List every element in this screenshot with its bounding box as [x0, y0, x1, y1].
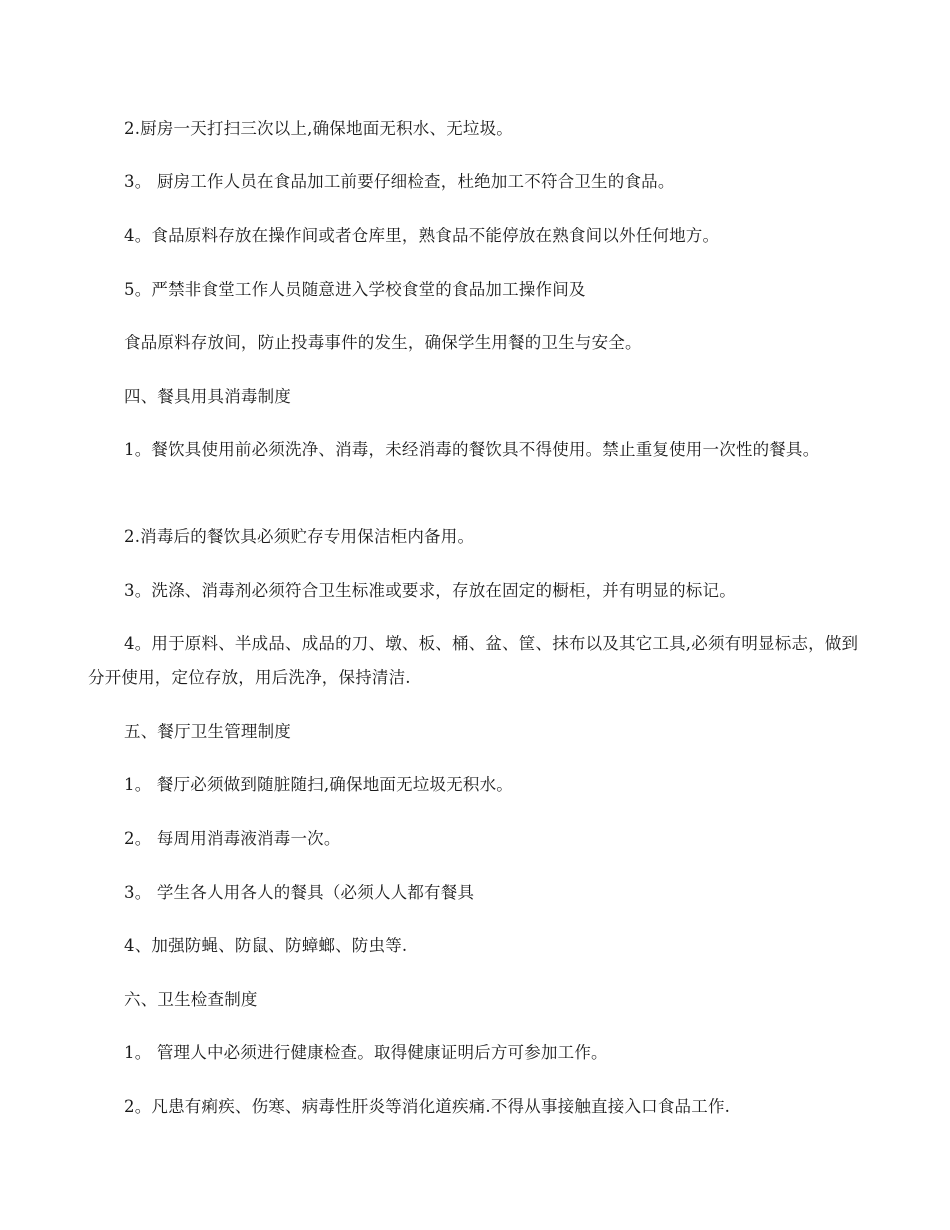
paragraph-raw-material-storage: 4。食品原料存放在操作间或者仓库里，熟食品不能停放在熟食间以外任何地方。	[124, 225, 720, 245]
paragraph-tools-labeling: 4。用于原料、半成品、成品的刀、墩、板、桶、盆、筐、抹布以及其它工具,必须有明显标志，做到分开使用，定位存放，用后洗净，保持清洁.	[88, 633, 859, 687]
paragraph-health-check: 1。 管理人中必须进行健康检查。取得健康证明后方可参加工作。	[124, 1042, 608, 1062]
paragraph-detergent-standard: 3。洗涤、消毒剂必须符合卫生标准或要求，存放在固定的橱柜，并有明显的标记。	[124, 580, 736, 600]
paragraph-dining-hall-cleaning: 1。 餐厅必须做到随脏随扫,确保地面无垃圾无积水。	[124, 774, 513, 794]
paragraph-tableware-wash: 1。餐饮具使用前必须洗净、消毒，未经消毒的餐饮具不得使用。禁止重复使用一次性的餐具。	[124, 439, 820, 459]
section-heading-tableware-disinfection: 四、餐具用具消毒制度	[124, 386, 291, 406]
paragraph-no-entry-rule: 5。严禁非食堂工作人员随意进入学校食堂的食品加工操作间及	[124, 279, 586, 299]
paragraph-no-entry-continued: 食品原料存放间，防止投毒事件的发生，确保学生用餐的卫生与安全。	[124, 332, 642, 352]
paragraph-kitchen-cleaning: 2.厨房一天打扫三次以上,确保地面无积水、无垃圾。	[124, 118, 513, 138]
paragraph-kitchen-inspection: 3。 厨房工作人员在食品加工前要仔细检查，杜绝加工不符合卫生的食品。	[124, 171, 675, 191]
paragraph-disease-restriction: 2。凡患有痢疾、伤寒、病毒性肝炎等消化道疾痛.不得从事接触直接入口食品工作.	[124, 1096, 731, 1116]
paragraph-personal-tableware: 3。 学生各人用各人的餐具（必须人人都有餐具	[124, 882, 475, 902]
paragraph-pest-control: 4、加强防蝇、防鼠、防蟑螂、防虫等.	[124, 935, 408, 955]
section-heading-dining-hall-hygiene: 五、餐厅卫生管理制度	[124, 721, 291, 741]
paragraph-tableware-storage: 2.消毒后的餐饮具必须贮存专用保洁柜内备用。	[124, 526, 475, 546]
section-heading-hygiene-inspection: 六、卫生检查制度	[124, 989, 258, 1009]
paragraph-weekly-disinfection: 2。 每周用消毒液消毒一次。	[124, 828, 341, 848]
